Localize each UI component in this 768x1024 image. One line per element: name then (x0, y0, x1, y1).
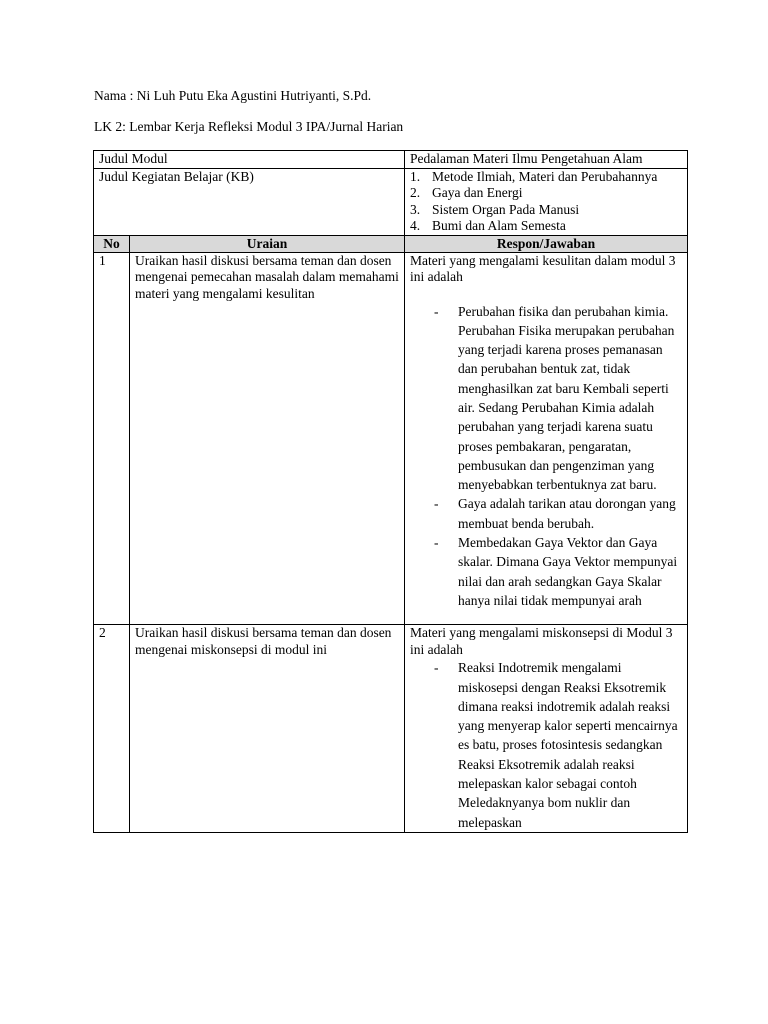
kb-item: 2. Gaya dan Energi (410, 185, 523, 200)
header-row (94, 235, 688, 252)
header-no: No (94, 235, 130, 252)
worksheet-title: LK 2: Lembar Kerja Refleksi Modul 3 IPA/Jurnal Harian (94, 119, 404, 134)
list-item: - Perubahan fisika dan perubahan kimia. Perubahan Fisika merupakan perubahan yang terjadi karena proses pemanasan dan perubahan bentuk zat, tidak menghasilkan zat baru Kembali seperti air. Sedang Perubahan Kimia adalah perubahan yang terjadi karena suatu proses pembakaran, pengaratan, pembusukan dan pengenziman yang menyebabkan terbentuknya zat baru. (434, 303, 675, 493)
list-item: - Gaya adalah tarikan atau dorongan yang membuat benda berubah. (434, 496, 676, 531)
kb-item: 1. Metode Ilmiah, Materi dan Perubahannya (410, 168, 658, 184)
kb-list (410, 169, 682, 235)
row-uraian: Uraikan hasil diskusi bersama teman dan dosen mengenai pemecahan masalah dalam memahami materi yang mengalami kesulitan (130, 252, 405, 625)
list-item: - Membedakan Gaya Vektor dan Gaya skalar. Dimana Gaya Vektor mempunyai nilai dan arah sedangkan Gaya Skalar hanya nilai tidak mempunyai arah (434, 535, 678, 608)
response-intro: Materi yang mengalami miskonsepsi di Modul 3 ini adalah (410, 625, 673, 657)
row-number: 1 (94, 252, 130, 625)
row-response (405, 625, 688, 833)
row-number: 2 (94, 625, 130, 833)
kb-item: 4. Bumi dan Alam Semesta (410, 218, 566, 233)
name-line: Nama : Ni Luh Putu Eka Agustini Hutriyanti, S.Pd. (94, 88, 372, 103)
list-item: - Reaksi Indotremik mengalami miskosepsi dengan Reaksi Eksotremik dimana reaksi indotremik adalah reaksi yang menyerap kalor seperti mencairnya es batu, proses fotosintesis sedangkan Reaksi Eksotremik adalah reaksi melepaskan kalor sebagai contoh Meledaknyanya bom nuklir dan melepaskan (434, 660, 678, 830)
row-response (405, 252, 688, 625)
header-uraian: Uraian (130, 235, 405, 252)
response-list (410, 302, 682, 611)
kb-title-row (94, 168, 688, 235)
row-uraian: Uraikan hasil diskusi bersama teman dan dosen mengenai miskonsepsi di modul ini (130, 625, 405, 833)
response-list (410, 658, 682, 832)
kb-title-label: Judul Kegiatan Belajar (KB) (94, 168, 405, 235)
response-intro: Materi yang mengalami kesulitan dalam modul 3 ini adalah (410, 252, 676, 284)
kb-item: 3. Sistem Organ Pada Manusi (410, 201, 580, 217)
reflection-table (93, 150, 688, 833)
module-title-label: Judul Modul (94, 151, 405, 169)
kb-list-cell (405, 168, 688, 235)
table-row (94, 252, 688, 625)
header-respon: Respon/Jawaban (405, 235, 688, 252)
module-title-value: Pedalaman Materi Ilmu Pengetahuan Alam (405, 151, 688, 169)
table-row (94, 625, 688, 833)
module-title-row (94, 151, 688, 169)
